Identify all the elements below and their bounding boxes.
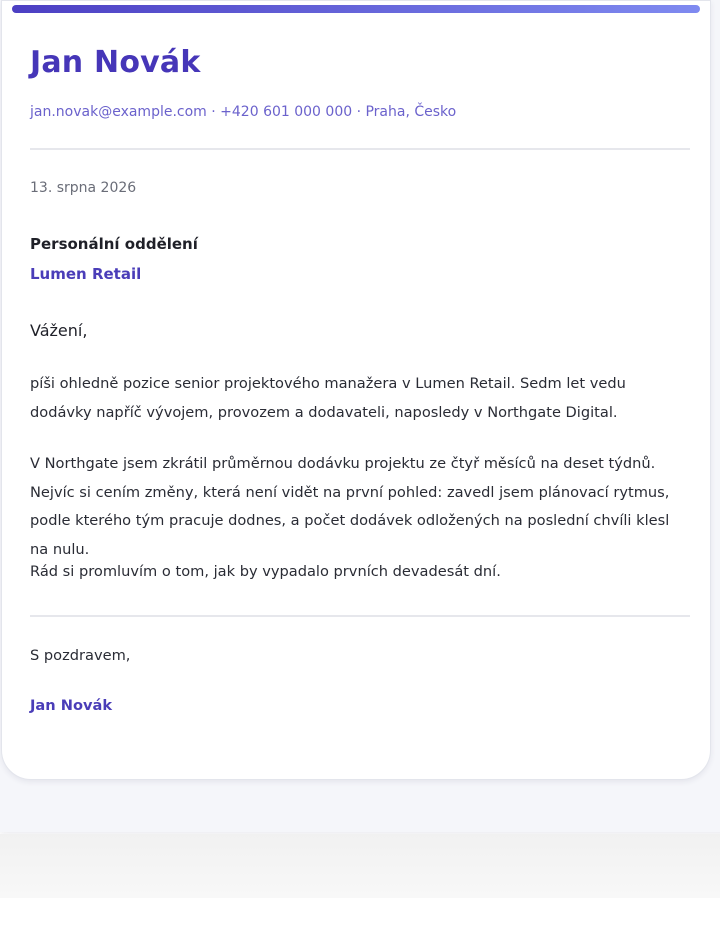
recipient-name: Personální oddělení xyxy=(30,235,198,253)
signature: Jan Novák xyxy=(30,697,113,714)
paragraph-3: Rád si promluvím o tom, jak by vypadalo prvních devadesát dní. xyxy=(30,563,501,580)
recipient-company: Lumen Retail xyxy=(30,265,142,283)
salutation: Vážení, xyxy=(30,321,88,340)
closing: S pozdravem, xyxy=(30,647,131,664)
letter-date: 13. srpna 2026 xyxy=(30,180,137,196)
footer-divider xyxy=(30,615,690,617)
header-divider xyxy=(30,148,690,150)
paragraph-2: V Northgate jsem zkrátil průměrnou dodávku projektu ze čtyř měsíců na deset týdnů. Nejvíc si cením změny, která není vidět na první pohled: zavedl jsem plánovací rytmus, podle kterého tým pracuje dodnes, a počet dodávek odložených na poslední chvíli klesl na nulu. xyxy=(30,455,670,558)
sender-name: Jan Novák xyxy=(30,45,201,80)
accent-bar xyxy=(12,5,700,13)
paragraph-1: píši ohledně pozice senior projektového manažera v Lumen Retail. Sedm let vedu dodávky napříč vývojem, provozem a dodavateli, naposledy v Northgate Digital. xyxy=(30,375,626,421)
sender-contact: jan.novak@example.com · +420 601 000 000 · Praha, Česko xyxy=(30,104,457,120)
letter-card xyxy=(1,0,711,780)
bottom-shade xyxy=(0,834,720,898)
